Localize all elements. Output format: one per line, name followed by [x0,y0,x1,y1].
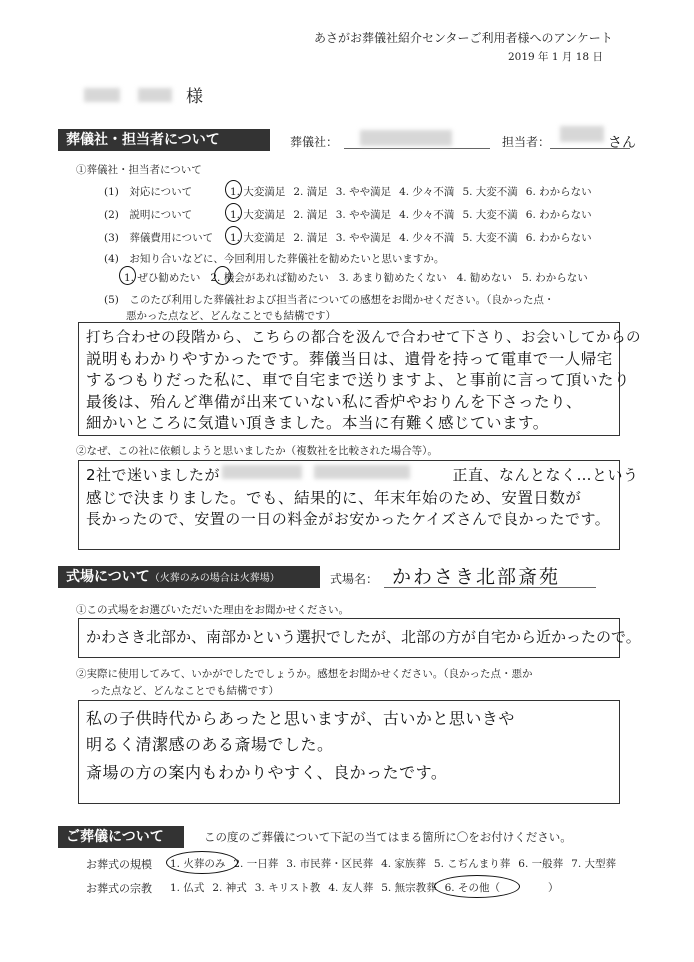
option[interactable]: 4. 少々不満 [399,186,455,198]
answer-line: 2社で迷いましたが 正直、なんとなく…という [86,466,639,484]
selection-circle [225,203,242,222]
option[interactable]: 1. 大変満足 [230,232,286,244]
row-label-cost: (3) 葬儀費用について [104,232,214,244]
redacted-name-2 [138,88,172,102]
option[interactable]: 4. 少々不満 [399,209,455,221]
answer-line: 私の子供時代からあったと思いますが、古いかと思いきや [86,709,515,728]
q5-text-1: (5) このたび利用した葬儀社および担当者についての感想をお聞かせください。（良かった点・ [104,294,555,306]
option[interactable]: 3. やや満足 [335,232,392,244]
option[interactable]: 7. 大型葬 [571,858,617,870]
option[interactable]: 4. 少々不満 [399,232,455,244]
option[interactable]: 3. キリスト教 [254,882,321,894]
staff-suffix: さん [608,135,636,151]
answer-line: 打ち合わせの段階から、こちらの都合を汲んで合わせて下さり、お会いしてからの [86,330,641,346]
option[interactable]: 3. あまり勧めたくない [338,272,447,284]
answer-line: 明るく清潔感のある斎場でした。 [86,735,334,754]
section-heading-venue [58,566,320,588]
funeral-company-underline [344,148,490,149]
q2-text: ②なぜ、この社に依頼しようと思いましたか（複数社を比較された場合等）。 [76,445,438,457]
row-options-response [230,184,600,199]
option[interactable]: 2. 一日葬 [233,858,279,870]
funeral-company-label: 葬儀社： [290,135,339,149]
q4-options [124,270,596,285]
option[interactable]: 2. 神式 [212,882,247,894]
option[interactable]: 5. 大変不満 [462,232,518,244]
venue-q1-text: ①この式場をお選びいただいた理由をお聞かせください。 [76,604,349,616]
venue-q2-text-1: ②実際に使用してみて、いかがでしたでしょうか。感想をお聞かせください。（良かった点・悪か [76,668,533,680]
selection-circle [225,226,242,245]
selection-circle [434,875,520,898]
venue-heading-text: 式場について [66,569,150,585]
option[interactable]: 2. 機会があれば勧めたい [210,272,329,284]
row-options-cost [230,230,600,245]
survey-date: 2019 年 1 月 18 日 [508,51,603,63]
answer-line: 斎場の方の案内もわかりやすく、良かったです。 [86,763,448,782]
option[interactable]: 5. 大変不満 [462,186,518,198]
option[interactable]: 5. わからない [521,272,588,284]
option: ） [547,882,559,894]
option[interactable]: 5. こぢんまり葬 [433,858,511,870]
survey-title: あさがお葬儀社紹介センターご利用者様へのアンケート [314,31,613,45]
selection-circle [214,266,231,285]
redacted-staff [560,126,604,142]
answer-line: するつもりだった私に、車で自宅まで送りますよ、と事前に言って頂いたり [86,371,630,389]
option[interactable]: 1. 仏式 [170,882,205,894]
section-heading-funeral: ご葬儀について [58,826,184,848]
option[interactable]: 6. 一般葬 [518,858,564,870]
option[interactable]: 1. ぜひ勧めたい [124,272,201,284]
row-label-explanation: (2) 説明について [104,209,193,221]
q5-text-2: 悪かった点など、どんなことでも結構です） [126,310,336,322]
row-label-response: (1) 対応について [104,186,193,198]
answer-line: 感じで決まりました。でも、結果的に、年末年始のため、安置日数が [86,489,582,507]
venue-q2-text-2: った点など、どんなことでも結構です） [90,685,279,697]
option[interactable]: 3. やや満足 [335,186,392,198]
redacted-company [360,130,452,146]
option[interactable]: 6. その他（ [444,882,500,894]
answer-line: 最後は、殆んど準備が出来ていない私に香炉やおりんを下さったり、 [86,393,583,411]
venue-heading-note: （火葬のみの場合は火葬場） [149,573,280,584]
venue-answer-1: かわさき北部か、南部かという選択でしたが、北部の方が自宅から近かったので。 [86,628,641,646]
staff-label: 担当者： [502,135,551,149]
venue-label: 式場名： [330,572,379,586]
selection-circle [225,180,242,199]
answer-line: 説明もわかりやすかったです。葬儀当日は、遺骨を持って電車で一人帰宅 [86,350,613,368]
option[interactable]: 1. 火葬のみ [170,858,226,870]
option[interactable]: 4. 家族葬 [381,858,426,870]
section-heading-funeral-company: 葬儀社・担当者について [58,129,270,151]
option[interactable]: 4. 友人葬 [328,882,374,894]
option[interactable]: 1. 大変満足 [230,186,286,198]
q4-text: (4) お知り合いなどに、今回利用した葬儀社を勧めたいと思いますか。 [104,253,445,265]
answer-line: 長かったので、安置の一日の料金がお安かったケイズさんで良かったです。 [86,510,611,528]
option[interactable]: 3. やや満足 [335,209,392,221]
option[interactable]: 2. 満足 [293,232,328,244]
option[interactable]: 1. 大変満足 [230,209,286,221]
option[interactable]: 6. わからない [525,232,592,244]
scale-options [170,856,624,871]
honorific: 様 [186,87,203,107]
scale-label: お葬式の規模 [86,858,152,871]
option[interactable]: 5. 無宗教葬 [381,882,437,894]
row-options-explanation [230,207,600,222]
redacted-name [84,88,120,102]
option[interactable]: 5. 大変不満 [462,209,518,221]
religion-label: お葬式の宗教 [86,882,152,895]
selection-circle [119,266,136,285]
option[interactable]: 2. 満足 [293,186,328,198]
funeral-instruction: この度のご葬儀について下記の当てはまる箇所に〇をお付けください。 [204,830,572,844]
selection-circle [166,851,238,874]
option[interactable]: 2. 満足 [293,209,328,221]
answer-line: 細かいところに気遣い頂きました。本当に有難く感じています。 [86,414,549,432]
venue-name: かわさき北部斎苑 [392,566,561,588]
option[interactable]: 3. 市民葬・区民葬 [286,858,374,870]
option[interactable]: 4. 勧めない [456,272,512,284]
option[interactable]: 6. わからない [525,209,592,221]
option[interactable]: 6. わからない [525,186,592,198]
q1-title: ①葬儀社・担当者について [76,164,202,176]
